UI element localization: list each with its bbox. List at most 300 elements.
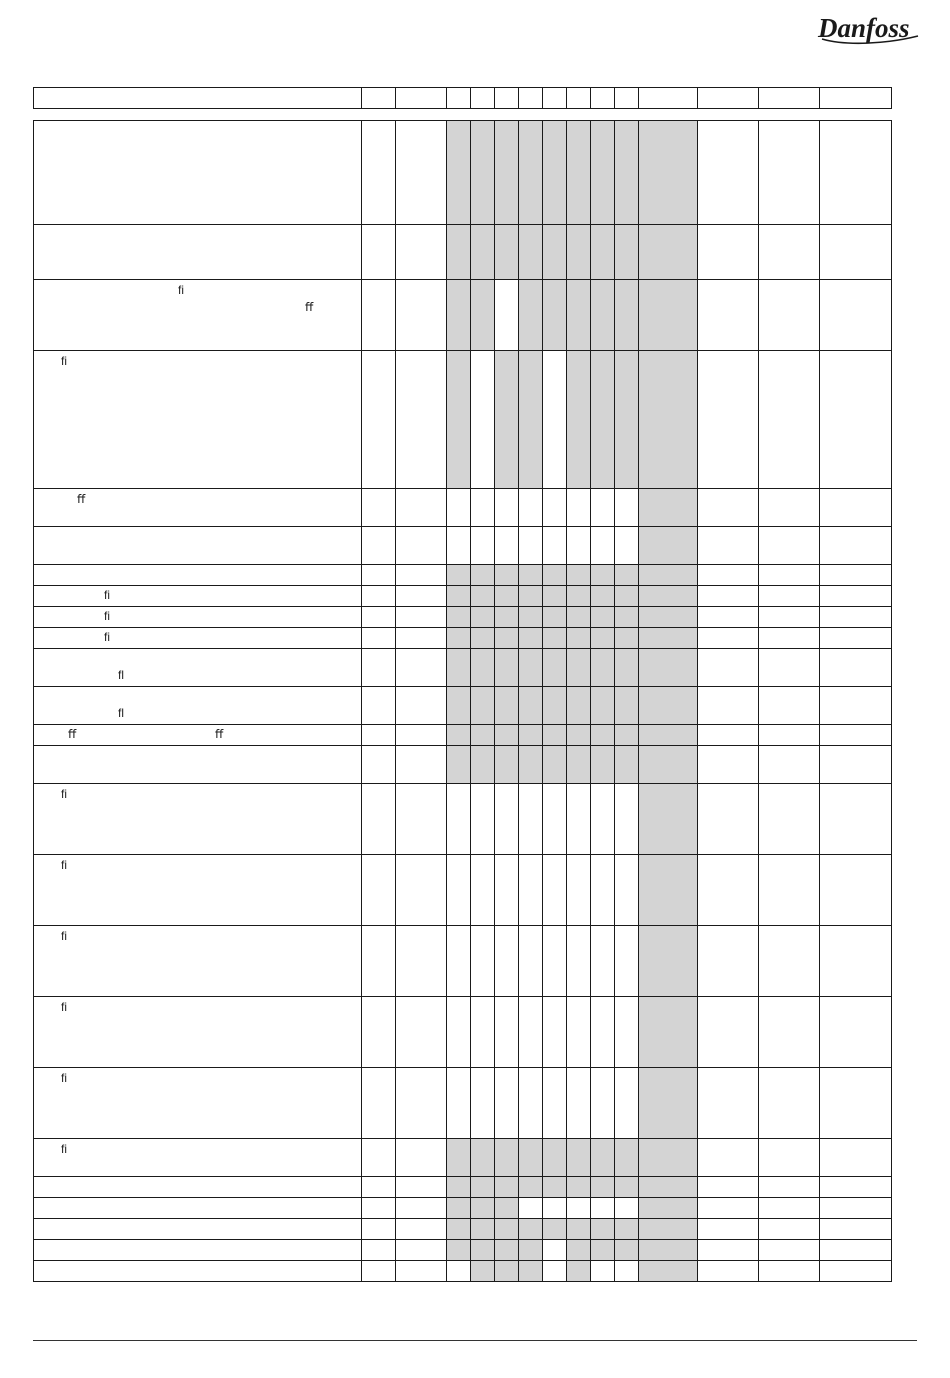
header-cell: [396, 88, 447, 109]
shaded-cell: [495, 607, 519, 628]
shaded-cell: [447, 351, 471, 489]
shaded-cell: [471, 225, 495, 280]
table-cell: [362, 997, 396, 1068]
table-cell: [615, 1198, 639, 1219]
table-cell: [820, 687, 892, 725]
shaded-cell: [591, 1240, 615, 1261]
table-cell: [396, 1068, 447, 1139]
shaded-cell: [639, 280, 698, 351]
shaded-cell: [519, 1219, 543, 1240]
table-cell: [362, 1219, 396, 1240]
shaded-cell: [615, 1177, 639, 1198]
shaded-cell: [639, 1068, 698, 1139]
shaded-cell: [615, 351, 639, 489]
shaded-cell: [567, 586, 591, 607]
header-row: [34, 88, 892, 109]
shaded-cell: [639, 1177, 698, 1198]
table-cell: [396, 1240, 447, 1261]
shaded-cell: [639, 725, 698, 746]
table-cell: [362, 628, 396, 649]
description-cell: [34, 527, 362, 565]
table-cell: [820, 586, 892, 607]
table-row: [34, 784, 892, 855]
shaded-cell: [615, 687, 639, 725]
table-cell: [362, 1068, 396, 1139]
shaded-cell: [567, 1261, 591, 1282]
shaded-cell: [495, 649, 519, 687]
table-cell: [396, 855, 447, 926]
table-cell: [615, 784, 639, 855]
table-cell: [759, 1261, 820, 1282]
table-cell: [698, 586, 759, 607]
shaded-cell: [495, 725, 519, 746]
shaded-cell: [567, 1240, 591, 1261]
description-cell: [34, 351, 362, 489]
table-cell: [698, 1198, 759, 1219]
shaded-cell: [543, 565, 567, 586]
shaded-cell: [591, 628, 615, 649]
table-row: [34, 687, 892, 725]
shaded-cell: [639, 1240, 698, 1261]
table-cell: [567, 855, 591, 926]
shaded-cell: [543, 746, 567, 784]
table-row: [34, 1198, 892, 1219]
table-cell: [362, 746, 396, 784]
shaded-cell: [543, 1219, 567, 1240]
table-cell: [396, 1139, 447, 1177]
table-cell: [698, 997, 759, 1068]
shaded-cell: [591, 725, 615, 746]
shaded-cell: [471, 607, 495, 628]
shaded-cell: [639, 121, 698, 225]
table-cell: [759, 280, 820, 351]
shaded-cell: [639, 1139, 698, 1177]
table-cell: [519, 1068, 543, 1139]
table-cell: [698, 628, 759, 649]
description-cell: [34, 1068, 362, 1139]
table-cell: [591, 527, 615, 565]
shaded-cell: [543, 586, 567, 607]
table-cell: [615, 855, 639, 926]
table-cell: [759, 225, 820, 280]
table-cell: [698, 1219, 759, 1240]
shaded-cell: [495, 586, 519, 607]
ligature-glyph: ﬁ: [104, 588, 110, 602]
table-cell: [698, 1261, 759, 1282]
shaded-cell: [615, 225, 639, 280]
shaded-cell: [471, 565, 495, 586]
shaded-cell: [615, 649, 639, 687]
shaded-cell: [639, 225, 698, 280]
ligature-glyph: ﬁ: [61, 929, 67, 943]
shaded-cell: [447, 280, 471, 351]
table-row: [34, 1139, 892, 1177]
table-cell: [471, 926, 495, 997]
table-cell: [447, 855, 471, 926]
table-cell: [698, 607, 759, 628]
header-cell: [698, 88, 759, 109]
table-cell: [495, 489, 519, 527]
header-cell: [567, 88, 591, 109]
table-cell: [447, 1068, 471, 1139]
description-cell: [34, 1261, 362, 1282]
shaded-cell: [447, 687, 471, 725]
ligature-glyph: ﬁ: [61, 354, 67, 368]
description-cell: [34, 628, 362, 649]
table-cell: [759, 586, 820, 607]
table-cell: [543, 1198, 567, 1219]
table-cell: [820, 1139, 892, 1177]
shaded-cell: [471, 1177, 495, 1198]
table-cell: [362, 1240, 396, 1261]
table-cell: [698, 725, 759, 746]
table-cell: [820, 565, 892, 586]
table-cell: [820, 1240, 892, 1261]
table-cell: [362, 926, 396, 997]
shaded-cell: [567, 725, 591, 746]
shaded-cell: [567, 351, 591, 489]
shaded-cell: [639, 1219, 698, 1240]
shaded-cell: [471, 628, 495, 649]
table-row: [34, 649, 892, 687]
shaded-cell: [567, 649, 591, 687]
table-cell: [820, 1177, 892, 1198]
shaded-cell: [543, 607, 567, 628]
description-cell: [34, 1139, 362, 1177]
ligature-glyph: ﬀ: [215, 727, 224, 741]
table-row: [34, 586, 892, 607]
description-cell: [34, 565, 362, 586]
table-cell: [698, 1139, 759, 1177]
shaded-cell: [495, 1139, 519, 1177]
table-row: [34, 855, 892, 926]
table-cell: [567, 1068, 591, 1139]
shaded-cell: [447, 1240, 471, 1261]
header-cell: [615, 88, 639, 109]
table-cell: [820, 628, 892, 649]
shaded-cell: [639, 784, 698, 855]
shaded-cell: [519, 628, 543, 649]
shaded-cell: [519, 351, 543, 489]
table-cell: [519, 489, 543, 527]
shaded-cell: [615, 1139, 639, 1177]
table-cell: [396, 280, 447, 351]
table-cell: [698, 527, 759, 565]
ligature-glyph: ﬁ: [61, 858, 67, 872]
description-cell: [34, 280, 362, 351]
description-cell: [34, 586, 362, 607]
shaded-cell: [591, 565, 615, 586]
shaded-cell: [471, 586, 495, 607]
table-cell: [759, 687, 820, 725]
table-cell: [698, 926, 759, 997]
table-row: [34, 1068, 892, 1139]
table-cell: [471, 997, 495, 1068]
table-cell: [698, 1068, 759, 1139]
table-cell: [567, 527, 591, 565]
table-cell: [567, 997, 591, 1068]
shaded-cell: [591, 586, 615, 607]
header-cell: [495, 88, 519, 109]
table-cell: [519, 926, 543, 997]
table-cell: [396, 121, 447, 225]
table-cell: [362, 280, 396, 351]
table-cell: [396, 1261, 447, 1282]
ligature-glyph: ﬁ: [104, 609, 110, 623]
shaded-cell: [447, 725, 471, 746]
shaded-cell: [591, 687, 615, 725]
danfoss-logo-mark: [816, 6, 922, 46]
table-cell: [362, 121, 396, 225]
header-cell: [471, 88, 495, 109]
shaded-cell: [519, 1177, 543, 1198]
table-cell: [543, 784, 567, 855]
shaded-cell: [447, 1177, 471, 1198]
shaded-cell: [471, 280, 495, 351]
table-cell: [362, 649, 396, 687]
table-cell: [759, 746, 820, 784]
shaded-cell: [615, 1219, 639, 1240]
header-cell: [759, 88, 820, 109]
table-cell: [759, 725, 820, 746]
table-row: [34, 746, 892, 784]
shaded-cell: [615, 121, 639, 225]
shaded-cell: [639, 527, 698, 565]
shaded-cell: [495, 1177, 519, 1198]
table-cell: [396, 926, 447, 997]
table-cell: [698, 1177, 759, 1198]
shaded-cell: [567, 628, 591, 649]
description-cell: [34, 746, 362, 784]
table-cell: [543, 527, 567, 565]
header-cell: [362, 88, 396, 109]
shaded-cell: [567, 687, 591, 725]
table-cell: [820, 1261, 892, 1282]
table-cell: [567, 926, 591, 997]
table-row: [34, 121, 892, 225]
table-cell: [820, 649, 892, 687]
table-cell: [759, 527, 820, 565]
shaded-cell: [639, 607, 698, 628]
ligature-glyph: ﬁ: [178, 283, 184, 297]
table-cell: [820, 527, 892, 565]
table-cell: [698, 565, 759, 586]
shaded-cell: [495, 1240, 519, 1261]
table-cell: [567, 489, 591, 527]
table-cell: [759, 855, 820, 926]
shaded-cell: [447, 746, 471, 784]
shaded-cell: [495, 1261, 519, 1282]
table-row: [34, 1240, 892, 1261]
table-cell: [567, 1198, 591, 1219]
shaded-cell: [447, 121, 471, 225]
table-cell: [820, 489, 892, 527]
table-cell: [567, 784, 591, 855]
table-cell: [495, 280, 519, 351]
table-cell: [698, 855, 759, 926]
shaded-cell: [447, 1198, 471, 1219]
table-cell: [396, 687, 447, 725]
shaded-cell: [519, 725, 543, 746]
shaded-cell: [639, 1198, 698, 1219]
table-cell: [820, 855, 892, 926]
shaded-cell: [471, 1139, 495, 1177]
table-cell: [519, 784, 543, 855]
ligature-glyph: ﬂ: [118, 706, 124, 720]
table-cell: [698, 649, 759, 687]
shaded-cell: [519, 649, 543, 687]
table-cell: [820, 280, 892, 351]
table-cell: [820, 121, 892, 225]
shaded-cell: [471, 746, 495, 784]
shaded-cell: [543, 628, 567, 649]
description-cell: [34, 784, 362, 855]
description-cell: [34, 649, 362, 687]
shaded-cell: [591, 1177, 615, 1198]
table-cell: [543, 489, 567, 527]
shaded-cell: [543, 121, 567, 225]
table-cell: [759, 607, 820, 628]
shaded-cell: [447, 225, 471, 280]
table-row: [34, 607, 892, 628]
table-cell: [759, 926, 820, 997]
shaded-cell: [471, 1198, 495, 1219]
table-cell: [820, 225, 892, 280]
shaded-cell: [543, 1177, 567, 1198]
shaded-cell: [615, 586, 639, 607]
shaded-cell: [639, 926, 698, 997]
table-row: [34, 1219, 892, 1240]
table-cell: [495, 926, 519, 997]
table-cell: [543, 997, 567, 1068]
table-cell: [362, 565, 396, 586]
ligature-glyph: ﬁ: [61, 787, 67, 801]
ligature-glyph: ﬀ: [77, 492, 86, 506]
table-cell: [495, 1068, 519, 1139]
shaded-cell: [639, 489, 698, 527]
table-cell: [471, 527, 495, 565]
table-cell: [820, 725, 892, 746]
shaded-cell: [519, 565, 543, 586]
description-cell: [34, 687, 362, 725]
table-cell: [759, 351, 820, 489]
table-row: [34, 926, 892, 997]
ligature-glyph: ﬁ: [61, 1071, 67, 1085]
shaded-cell: [519, 687, 543, 725]
shaded-cell: [519, 1261, 543, 1282]
table-cell: [362, 855, 396, 926]
shaded-cell: [639, 855, 698, 926]
data-table: [33, 120, 892, 1282]
table-row: [34, 628, 892, 649]
table-cell: [396, 628, 447, 649]
table-cell: [820, 1198, 892, 1219]
table-cell: [615, 1068, 639, 1139]
ligature-glyph: ﬀ: [68, 727, 77, 741]
shaded-cell: [471, 1219, 495, 1240]
table-cell: [591, 926, 615, 997]
table-row: [34, 997, 892, 1068]
shaded-cell: [471, 1240, 495, 1261]
shaded-cell: [639, 746, 698, 784]
table-cell: [495, 527, 519, 565]
table-cell: [543, 1240, 567, 1261]
shaded-cell: [495, 746, 519, 784]
table-cell: [447, 1261, 471, 1282]
shaded-cell: [567, 1139, 591, 1177]
table-cell: [396, 607, 447, 628]
table-cell: [396, 997, 447, 1068]
ligature-glyph: ﬁ: [61, 1142, 67, 1156]
table-cell: [698, 280, 759, 351]
description-cell: [34, 225, 362, 280]
table-cell: [447, 784, 471, 855]
shaded-cell: [615, 607, 639, 628]
shaded-cell: [471, 687, 495, 725]
shaded-cell: [639, 1261, 698, 1282]
shaded-cell: [615, 280, 639, 351]
table-cell: [759, 1240, 820, 1261]
table-cell: [362, 351, 396, 489]
table-cell: [820, 351, 892, 489]
shaded-cell: [639, 687, 698, 725]
table-cell: [759, 1068, 820, 1139]
shaded-cell: [639, 997, 698, 1068]
table-row: [34, 280, 892, 351]
description-cell: [34, 926, 362, 997]
table-cell: [447, 926, 471, 997]
table-cell: [362, 725, 396, 746]
shaded-cell: [495, 1198, 519, 1219]
table-cell: [396, 1219, 447, 1240]
table-cell: [591, 1068, 615, 1139]
description-cell: [34, 1177, 362, 1198]
table-cell: [495, 855, 519, 926]
table-cell: [519, 855, 543, 926]
shaded-cell: [543, 687, 567, 725]
header-cell: [447, 88, 471, 109]
description-cell: [34, 1219, 362, 1240]
table-cell: [362, 489, 396, 527]
shaded-cell: [591, 746, 615, 784]
shaded-cell: [615, 725, 639, 746]
shaded-cell: [567, 280, 591, 351]
table-cell: [396, 489, 447, 527]
shaded-cell: [567, 746, 591, 784]
shaded-cell: [591, 280, 615, 351]
shaded-cell: [567, 225, 591, 280]
table-cell: [591, 1198, 615, 1219]
table-cell: [759, 1177, 820, 1198]
description-cell: [34, 855, 362, 926]
shaded-cell: [591, 225, 615, 280]
shaded-cell: [567, 1219, 591, 1240]
table-cell: [591, 489, 615, 527]
table-cell: [591, 784, 615, 855]
table-cell: [591, 855, 615, 926]
description-cell: [34, 121, 362, 225]
table-row: [34, 1261, 892, 1282]
shaded-cell: [567, 1177, 591, 1198]
shaded-cell: [615, 628, 639, 649]
shaded-cell: [591, 607, 615, 628]
table-cell: [396, 746, 447, 784]
shaded-cell: [495, 351, 519, 489]
table-row: [34, 351, 892, 489]
table-cell: [591, 1261, 615, 1282]
table-cell: [396, 586, 447, 607]
shaded-cell: [519, 225, 543, 280]
